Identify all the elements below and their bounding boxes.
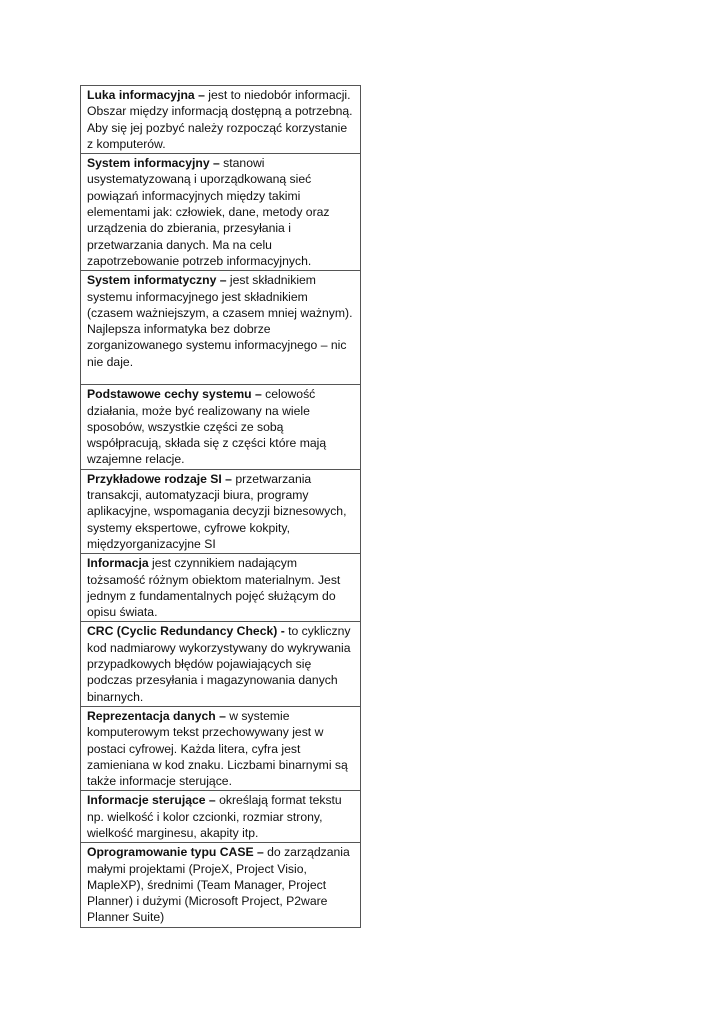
table-row bbox=[81, 385, 361, 469]
definition-text: określają format tekstu np. wielkość i kolor czcionki, rozmiar strony, wielkość marginesu, akapity itp. bbox=[87, 793, 342, 840]
definition-text: w systemie komputerowym tekst przechowywany jest w postaci cyfrowej. Każda litera, cyfra jest zamieniana w kod znaku. Liczbami binarnymi są także informacje sterujące. bbox=[87, 708, 348, 789]
term-label: System informatyczny – bbox=[87, 273, 227, 288]
definition-text: do zarządzania małymi projektami (ProjeX, Project Visio, MapleXP), średnimi (Team Manager, Project Planner) i dużymi (Microsoft Project, P2ware Planner Suite) bbox=[87, 845, 350, 925]
term-label: Oprogramowanie typu CASE – bbox=[87, 845, 264, 860]
term-label: CRC (Cyclic Redundancy Check) - bbox=[87, 624, 285, 639]
definition-text: celowość działania, może być realizowany na wiele sposobów, wszystkie części ze sobą współpracują, składa się z części które mają wzajemne relacje. bbox=[87, 387, 327, 467]
definition-text: stanowi usystematyzowaną i uporządkowaną sieć powiązań informacyjnych między takimi elementami jak: człowiek, dane, metody oraz urządzenia do zbierania, przesyłania i przetwarzania danych. Ma na celu zapotrzebowanie potrzeb informacyjnych. bbox=[87, 156, 330, 268]
definition-cell bbox=[81, 86, 361, 154]
definition-cell bbox=[81, 154, 361, 271]
definition-cell bbox=[81, 469, 361, 553]
table-row bbox=[81, 271, 361, 385]
table-row bbox=[81, 622, 361, 706]
term-label: Informacja bbox=[87, 556, 149, 571]
definition-text: przetwarzania transakcji, automatyzacji biura, programy aplikacyjne, wspomagania decyzji biznesowych, systemy ekspertowe, cyfrowe kokpity, międzyorganizacyjne SI bbox=[87, 471, 347, 551]
table-row bbox=[81, 791, 361, 843]
term-label: Informacje sterujące – bbox=[87, 793, 216, 808]
definition-text: jest czynnikiem nadającym tożsamość różnym obiektom materialnym. Jest jednym z fundamentalnych pojęć służącym do opisu świata. bbox=[87, 556, 341, 620]
definition-cell bbox=[81, 791, 361, 843]
term-label: Podstawowe cechy systemu – bbox=[87, 387, 262, 402]
table-row bbox=[81, 469, 361, 553]
definitions-table bbox=[80, 85, 361, 928]
definition-cell bbox=[81, 554, 361, 622]
table-row bbox=[81, 86, 361, 154]
definition-cell bbox=[81, 622, 361, 706]
definition-cell bbox=[81, 271, 361, 385]
table-row bbox=[81, 843, 361, 927]
definition-text: to cykliczny kod nadmiarowy wykorzystywany do wykrywania przypadkowych błędów pojawiających się podczas przesyłania i magazynowania danych binarnych. bbox=[87, 624, 351, 704]
term-label: Przykładowe rodzaje SI – bbox=[87, 471, 232, 486]
term-label: Reprezentacja danych – bbox=[87, 708, 226, 723]
term-label: Luka informacyjna – bbox=[87, 88, 205, 102]
definition-cell bbox=[81, 843, 361, 927]
definition-text: jest składnikiem systemu informacyjnego jest składnikiem (czasem ważniejszym, a czasem mniej ważnym). Najlepsza informatyka bez dobrze zorganizowanego systemu informacyjnego – nic nie daje. bbox=[87, 273, 353, 369]
table-row bbox=[81, 554, 361, 622]
definition-cell bbox=[81, 385, 361, 469]
term-label: System informacyjny – bbox=[87, 156, 220, 171]
table-row bbox=[81, 706, 361, 790]
definition-text: jest to niedobór informacji. Obszar między informacją dostępną a potrzebną. Aby się jej pozbyć należy rozpocząć korzystanie z komputerów. bbox=[87, 88, 353, 151]
table-row bbox=[81, 154, 361, 271]
definition-cell bbox=[81, 706, 361, 790]
